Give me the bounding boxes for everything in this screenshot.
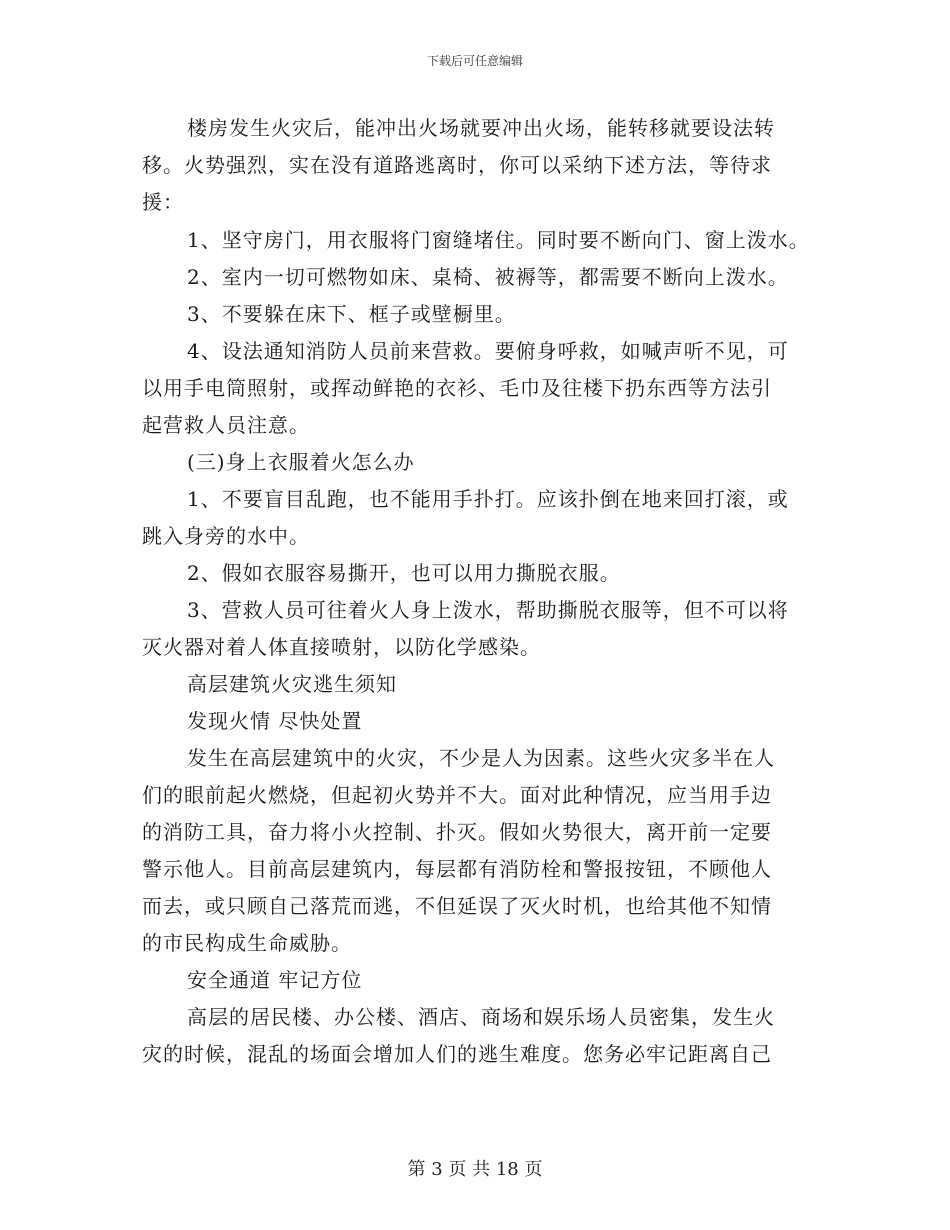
text-line: 灭火器对着人体直接喷射，以防化学感染。 (142, 635, 541, 659)
page-header: 下载后可任意编辑 (426, 54, 523, 68)
text-line: 楼房发生火灾后，能冲出火场就要冲出火场，能转移就要设法转 (187, 116, 775, 140)
text-line: 以用手电筒照射，或挥动鲜艳的衣衫、毛巾及往楼下扔东西等方法引 (142, 376, 772, 400)
list-item: 4、设法通知消防人员前来营救。要俯身呼救，如喊声听不见，可 (187, 339, 789, 363)
text-line: 而去，或只顾自己落荒而逃，不但延误了灭火时机，也给其他不知情 (142, 894, 772, 918)
text-line: 高层的居民楼、办公楼、酒店、商场和娱乐场人员密集，发生火 (187, 1005, 775, 1029)
list-item: 1、不要盲目乱跑，也不能用手扑打。应该扑倒在地来回打滚，或 (187, 487, 789, 511)
text-line: 跳入身旁的水中。 (142, 524, 310, 548)
text-line: 发生在高层建筑中的火灾，不少是人为因素。这些火灾多半在人 (187, 746, 775, 770)
section-heading: (三)身上衣服着火怎么办 (187, 450, 415, 474)
text-line: 灾的时候，混乱的场面会增加人们的逃生难度。您务必牢记距离自己 (142, 1042, 772, 1066)
list-item: 2、室内一切可燃物如床、桌椅、被褥等，都需要不断向上泼水。 (187, 265, 789, 289)
sub-heading: 发现火情 尽快处置 (187, 709, 363, 733)
text-line: 援： (142, 190, 184, 214)
list-item: 2、假如衣服容易撕开，也可以用力撕脱衣服。 (187, 561, 621, 585)
text-line: 的市民构成生命威胁。 (142, 931, 352, 955)
text-line: 警示他人。目前高层建筑内，每层都有消防栓和警报按钮，不顾他人 (142, 857, 772, 881)
sub-heading: 安全通道 牢记方位 (187, 968, 363, 992)
list-item: 3、不要躲在床下、框子或壁橱里。 (187, 302, 516, 326)
list-item: 1、坚守房门，用衣服将门窗缝堵住。同时要不断向门、窗上泼水。 (187, 228, 810, 252)
section-heading: 高层建筑火灾逃生须知 (187, 672, 397, 696)
text-line: 们的眼前起火燃烧，但起初火势并不大。面对此种情况，应当用手边 (142, 783, 772, 807)
text-line: 的消防工具，奋力将小火控制、扑灭。假如火势很大，离开前一定要 (142, 820, 772, 844)
page-number-footer: 第 3 页 共 18 页 (407, 1159, 543, 1180)
text-line: 起营救人员注意。 (142, 413, 310, 437)
text-line: 移。火势强烈，实在没有道路逃离时，你可以采纳下述方法，等待求 (142, 153, 772, 177)
list-item: 3、营救人员可往着火人身上泼水，帮助撕脱衣服等，但不可以将 (187, 598, 789, 622)
